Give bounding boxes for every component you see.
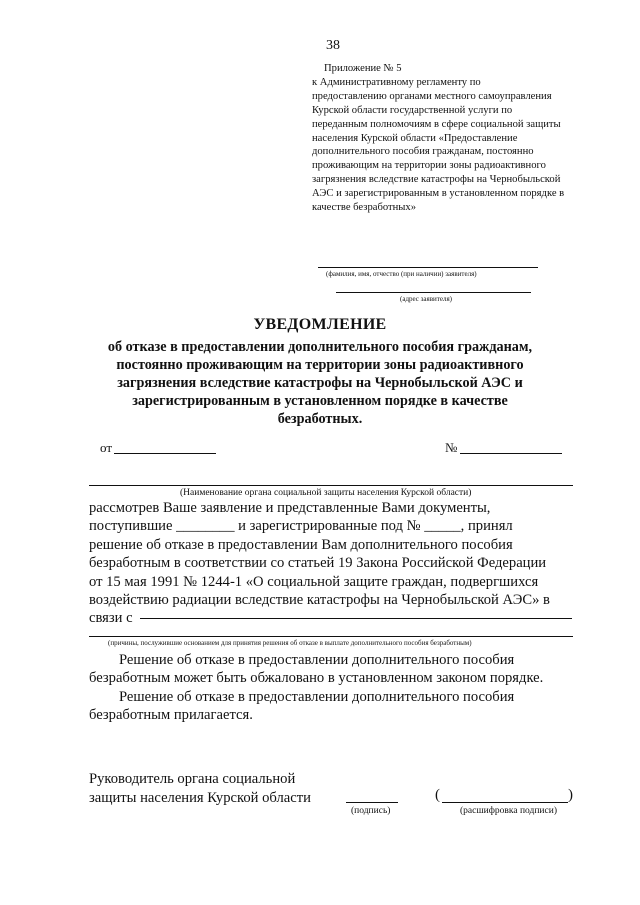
appendix-line: проживающим на территории зоны радиоактивного [312,160,546,172]
appendix-line: АЭС и зарегистрированным в установленном порядке в [312,188,565,200]
subtitle-line: об отказе в предоставлении дополнительного пособия гражданам, [107,339,533,355]
attach-line: Решение об отказе в предоставлении дополнительного пособия [119,689,515,705]
appendix-line: дополнительного пособия гражданам, постоянно [312,146,534,158]
signatory-title-line: Руководитель органа социальной [89,771,296,787]
appeal-line: Решение об отказе в предоставлении дополнительного пособия [119,652,515,668]
appendix-title: Приложение № 5 [324,63,402,74]
body-line: решение об отказе в предоставлении Вам дополнительного пособия [89,536,513,553]
signatory-title-line: защиты населения Курской области [89,790,311,806]
subtitle-line: зарегистрированным в установленном порядке в качестве [132,393,508,409]
body-line: поступившие ________ и зарегистрированные под № _____, принял [89,518,513,535]
decode-field[interactable] [442,802,568,803]
appendix-line: Курской области государственной услуги по [312,104,513,116]
signatory-block [89,770,311,808]
reasons-caption: (причины, послужившие основанием для принятия решения об отказе в выплате дополнительного пособия безработным) [108,639,472,647]
signature-caption: (подпись) [351,806,391,816]
date-label: от [100,440,113,455]
attachment-paragraph [89,688,571,725]
organ-caption: (Наименование органа социальной защиты населения Курской области) [180,488,472,498]
number-field[interactable] [460,453,562,454]
subtitle-line: безработных. [277,411,363,427]
number-label: № [445,440,458,455]
reason-line-1[interactable] [140,618,572,619]
decode-close-paren: ) [568,787,573,803]
attach-line: безработным прилагается. [89,707,253,724]
appeal-paragraph [89,651,571,688]
body-line: от 15 мая 1991 № 1244-1 «О социальной защите граждан, подвергшихся [89,573,539,590]
subtitle-line: загрязнения вследствие катастрофы на Чернобыльской АЭС и [117,375,523,391]
appendix-line: населения Курской области «Предоставление [312,132,518,144]
body-paragraph [89,499,571,628]
applicant-address-line[interactable] [336,292,531,293]
body-line: безработным в соответствии со статьей 19 Закона Российской Федерации [89,555,547,572]
appendix-block [312,62,612,215]
signature-field[interactable] [346,802,398,803]
appendix-line: к Административному регламенту по [312,76,481,88]
appendix-line: предоставлению органами местного самоуправления [312,90,552,102]
document-subtitle [100,338,540,428]
appendix-line: качестве безработных» [312,202,417,214]
appendix-line: загрязнения вследствие катастрофы на Чернобыльской [312,174,561,186]
decode-caption: (расшифровка подписи) [460,806,557,816]
applicant-name-line[interactable] [318,267,538,268]
reason-line-2[interactable] [89,636,573,637]
decode-open-paren: ( [435,787,440,803]
appendix-line: переданным полномочиям в сфере социальной защиты [312,118,561,130]
appeal-line: безработным может быть обжаловано в установленном законом порядке. [89,670,544,687]
applicant-address-caption: (адрес заявителя) [400,295,452,303]
date-field[interactable] [114,453,216,454]
body-line: рассмотрев Ваше заявление и представленные Вами документы, [89,500,491,516]
document-title: УВЕДОМЛЕНИЕ [253,316,387,333]
body-line: связи с [89,610,133,627]
page-number: 38 [326,38,340,53]
applicant-name-caption: (фамилия, имя, отчество (при наличии) заявителя) [326,270,477,278]
subtitle-line: постоянно проживающим на территории зоны радиоактивного [116,357,524,373]
body-line: воздействию радиации вследствие катастрофы на Чернобыльской АЭС» в [89,592,550,609]
organ-name-line[interactable] [89,485,573,486]
